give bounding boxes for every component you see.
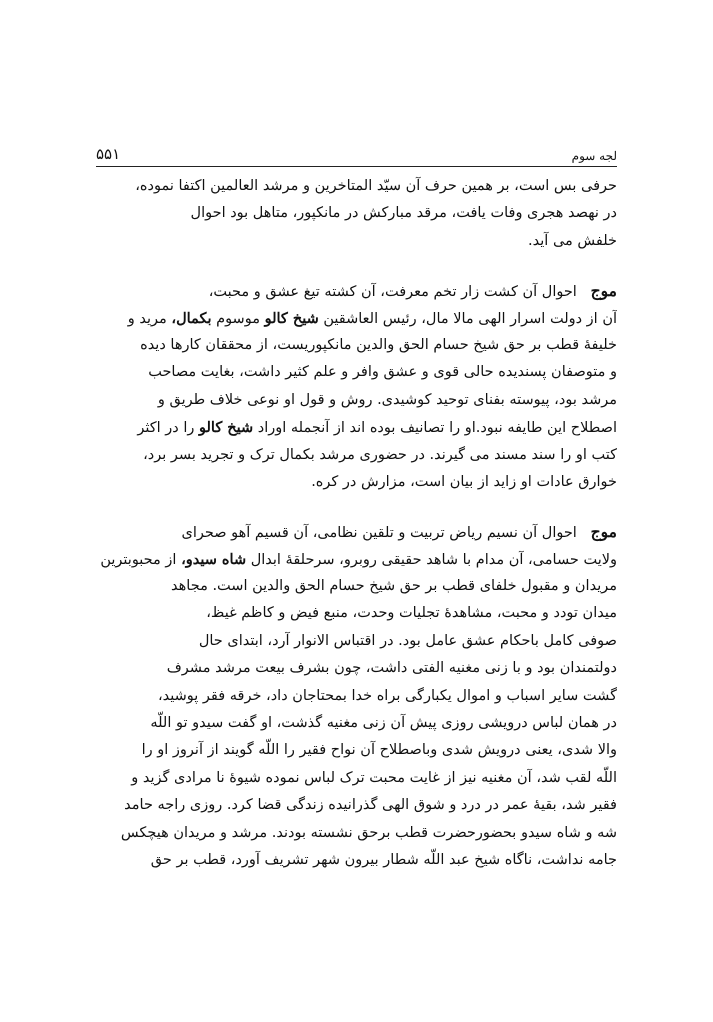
text-line: والا شدی، یعنی درویش شدی وباصطلاح آن نواح فقیر را اللّه گویند از آنروز او را <box>141 742 617 759</box>
paragraph-gap <box>96 255 617 277</box>
text-line: آن از دولت اسرار الهی مالا مال، رئیس العاشقین شیخ کالو موسوم بکمال، مرید و <box>127 309 617 327</box>
text-line: شه و شاه سیدو بحضورحضرت قطب برحق نشسته بودند. مرشد و مریدان هیچکس <box>120 824 617 841</box>
paragraph-gap <box>96 496 617 518</box>
text-line: در نهصد هجری وفات یافت، مرقد مبارکش در مانکپور، متاهل بود احوال <box>190 205 617 222</box>
text-line: خلفش می آید. <box>528 232 617 249</box>
text-line: مریدان و مقبول خلفای قطب بر حق شیخ حسام الحق والدین است. مجاهد <box>171 578 617 595</box>
text-line: و متوصفان پسندیده حالی قوی و عشق وافر و علم کثیر داشت، بغایت مصاحب <box>148 364 617 381</box>
text-line: حرفی بس است، بر همین حرف آن سیّد المتاخرین و مرشد العالمین اکتفا نموده، <box>135 178 617 194</box>
paragraph <box>96 173 617 255</box>
bold-name: بکمال، <box>171 309 212 327</box>
section-marker: موج <box>590 522 617 542</box>
paragraph <box>96 518 617 874</box>
text-line: فقیر شد، بقیهٔ عمر در درد و شوق الهی گذرانیده زندگی قضا کرد. روزی راجه حامد <box>124 797 617 814</box>
section-marker: موج <box>590 281 617 301</box>
bold-name: شیخ کالو <box>199 419 254 437</box>
text-line: اصطلاح این طایفه نبود.او را تصانیف بوده اند از آنجمله اوراد شیخ کالو را در اکثر <box>137 419 617 437</box>
running-header <box>96 145 617 165</box>
text-line: موج احوال آن کشت زار تخم معرفت، آن کشته تیغ عشق و محبت، <box>208 281 617 301</box>
text-line: خوارق عادات او زاید از بیان است، مزارش در کره. <box>311 473 617 490</box>
paragraph <box>96 277 617 496</box>
text-line: میدان تودد و محبت، مشاهدهٔ تجلیات وحدت، منبع فیض و کاظم غیظ، <box>206 605 617 622</box>
chapter-title: لجه سوم <box>571 149 617 163</box>
text-line: دولتمندان بود و با زنی مغنیه الفتی داشت، چون بشرف بیعت مرشد مشرف <box>166 660 617 677</box>
text-line: صوفی کامل باحکام عشق عامل بود. در اقتباس الانوار آرد، ابتدای حال <box>198 632 617 649</box>
bold-name: شاه سیدو، <box>181 550 247 568</box>
text-line: مرشد بود، پیوسته بفنای توحید کوشیدی. روش و قول او نوعی خلاف طریق و <box>157 391 617 408</box>
text-line: ولایت حسامی، آن مدام با شاهد حقیقی روبرو، سرحلقهٔ ابدال شاه سیدو، از محبوبترین <box>100 550 617 568</box>
bold-name: شیخ کالو <box>264 309 319 327</box>
text-line: خلیفهٔ قطب بر حق شیخ حسام الحق والدین مانکپوریست، از محققان کارها دیده <box>140 336 617 353</box>
text-line: جامه نداشت، ناگاه شیخ عبد اللّه شطار بیرون شهر تشریف آورد، قطب بر حق <box>150 851 617 868</box>
text-line: گشت سایر اسباب و اموال یکبارگی براه خدا بمحتاجان داد، خرقه فقر پوشید، <box>157 687 617 704</box>
text-line: در همان لباس درویشی روزی پیش آن زنی مغنیه گذشت، او گفت سیدو تو اللّه <box>150 715 617 732</box>
text-line: موج احوال آن نسیم ریاض تربیت و تلقین نظامی، آن قسیم آهو صحرای <box>181 522 617 542</box>
text-line: کتب او را سند مسند می گیرند. در حضوری مرشد بکمال ترک و تجرید بسر برد، <box>143 446 617 463</box>
page-number: ۵۵۱ <box>96 145 121 163</box>
header-rule <box>96 166 617 167</box>
text-line: اللّه لقب شد، آن مغنیه نیز از غایت محبت ترک لباس نموده شیوهٔ نا مرادی گزید و <box>131 769 617 786</box>
page-body <box>96 173 617 874</box>
